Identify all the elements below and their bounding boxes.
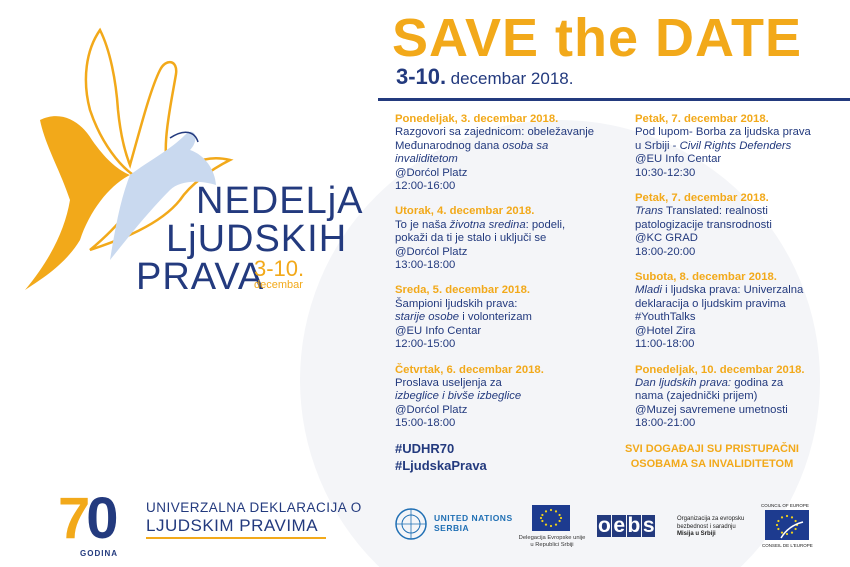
event-location: @Dorćol Platz	[395, 245, 468, 258]
event-time: 18:00-21:00	[635, 417, 696, 430]
oebs-logo: o e b s	[598, 514, 655, 537]
event-title: Pod lupom- Borba za ljudska prava	[635, 126, 811, 139]
event-title: pokaži da ti je stalo i uključi se	[395, 232, 547, 245]
event-day: Sreda, 5. decembar 2018.	[395, 284, 531, 297]
event-title: starije osobe i volonterizam	[395, 311, 532, 324]
event-title: Razgovori sa zajednicom: obeležavanje	[395, 126, 595, 139]
header-divider	[378, 98, 850, 101]
event-title: deklaracija o ljudskim pravima	[635, 297, 786, 310]
un-emblem-icon	[394, 507, 428, 541]
event-title: patologizacije transrodnosti	[635, 218, 772, 231]
date-range	[396, 64, 573, 90]
event-item	[395, 284, 610, 351]
hashtag: #LjudskaPrava	[395, 458, 487, 473]
event-title: u Srbiji - Civil Rights Defenders	[635, 139, 792, 152]
event-item	[635, 113, 850, 180]
event-item	[395, 205, 610, 272]
event-item	[395, 113, 610, 193]
event-item	[395, 364, 610, 431]
save-the-date-title: SAVE the DATE	[392, 8, 803, 68]
hand-filled	[25, 116, 130, 290]
event-day: Petak, 7. decembar 2018.	[635, 113, 769, 125]
events-left-column	[395, 113, 610, 443]
logo-line-1: NEDELjA	[196, 180, 364, 222]
event-day: Ponedeljak, 3. decembar 2018.	[395, 113, 559, 125]
eu-flag-icon	[532, 505, 570, 531]
un-text: UNITED NATIONS SERBIA	[434, 513, 513, 533]
seventy-logo: 70	[58, 486, 115, 551]
event-item	[635, 271, 850, 351]
event-location: @EU Info Centar	[635, 153, 722, 166]
event-location: @Muzej savremene umetnosti	[635, 403, 788, 416]
event-day: Utorak, 4. decembar 2018.	[395, 205, 535, 218]
event-title: To je naša životna sredina: podeli,	[395, 218, 566, 231]
event-location: @KC GRAD	[635, 232, 698, 245]
eu-delegation-text: Delegacija Evropske unije u Republici Srbiji	[518, 535, 586, 548]
event-title: Šampioni ljudskih prava:	[395, 297, 518, 310]
event-title: Međunarodnog dana osoba sa invaliditetom	[395, 139, 549, 166]
udhr-line-2: LJUDSKIM PRAVIMA	[146, 516, 319, 535]
events-right-column	[635, 113, 850, 443]
event-time: 15:00-18:00	[395, 417, 456, 430]
event-day: Subota, 8. decembar 2018.	[635, 271, 777, 284]
accessibility-note: SVI DOGAĐAJI SU PRISTUPAČNI OSOBAMA SA INVALIDITETOM	[625, 443, 799, 470]
event-day: Petak, 7. decembar 2018.	[635, 192, 769, 205]
event-location: @Dorćol Platz	[395, 403, 468, 416]
event-title: Proslava useljenja za	[395, 376, 502, 389]
council-of-europe-flag-icon	[765, 510, 809, 540]
event-location: @Hotel Zira	[635, 324, 696, 337]
event-time: 18:00-20:00	[635, 245, 696, 258]
event-title: Dan ljudskih prava: godina za	[635, 376, 784, 389]
event-day: Ponedeljak, 10. decembar 2018.	[635, 363, 805, 376]
event-time: 10:30-12:30	[635, 166, 696, 179]
event-title: izbeglice i bivše izbeglice	[395, 390, 522, 403]
event-location: @Dorćol Platz	[395, 166, 468, 179]
logo-month: decembar	[254, 279, 303, 291]
event-title: Mladi i ljudska prava: Univerzalna	[635, 284, 804, 297]
coe-top-text: COUNCIL OF EUROPE	[761, 503, 809, 508]
godina-label: GODINA	[80, 549, 118, 558]
event-title: Trans Translated: realnosti	[635, 205, 768, 218]
logo-line-2: LjUDSKIH	[166, 218, 348, 260]
event-time: 13:00-18:00	[395, 259, 456, 272]
event-day: Četvrtak, 6. decembar 2018.	[395, 363, 544, 376]
hashtags	[395, 440, 487, 474]
udhr-underline	[146, 537, 326, 539]
event-location: @EU Info Centar	[395, 324, 482, 337]
event-title: nama (zajednički prijem)	[635, 390, 758, 403]
osce-text: Organizacija za evropsku bezbednost i saradnju Misija u Srbiji	[677, 516, 745, 537]
event-time: 12:00-16:00	[395, 180, 456, 193]
udhr-line-1: UNIVERZALNA DEKLARACIJA O	[146, 500, 362, 515]
event-time: 12:00-15:00	[395, 338, 456, 351]
date-range-bold: 3-10.	[396, 64, 447, 89]
event-item	[635, 364, 850, 431]
date-range-rest: decembar 2018.	[450, 69, 574, 88]
event-time: 11:00-18:00	[635, 338, 695, 351]
event-title: #YouthTalks	[635, 311, 696, 324]
coe-bottom-text: CONSEIL DE L'EUROPE	[762, 543, 813, 548]
hashtag: #UDHR70	[395, 441, 455, 456]
event-item	[635, 192, 850, 259]
logo-line-3: PRAVA	[136, 256, 265, 298]
logo-range: 3-10.	[254, 256, 305, 281]
